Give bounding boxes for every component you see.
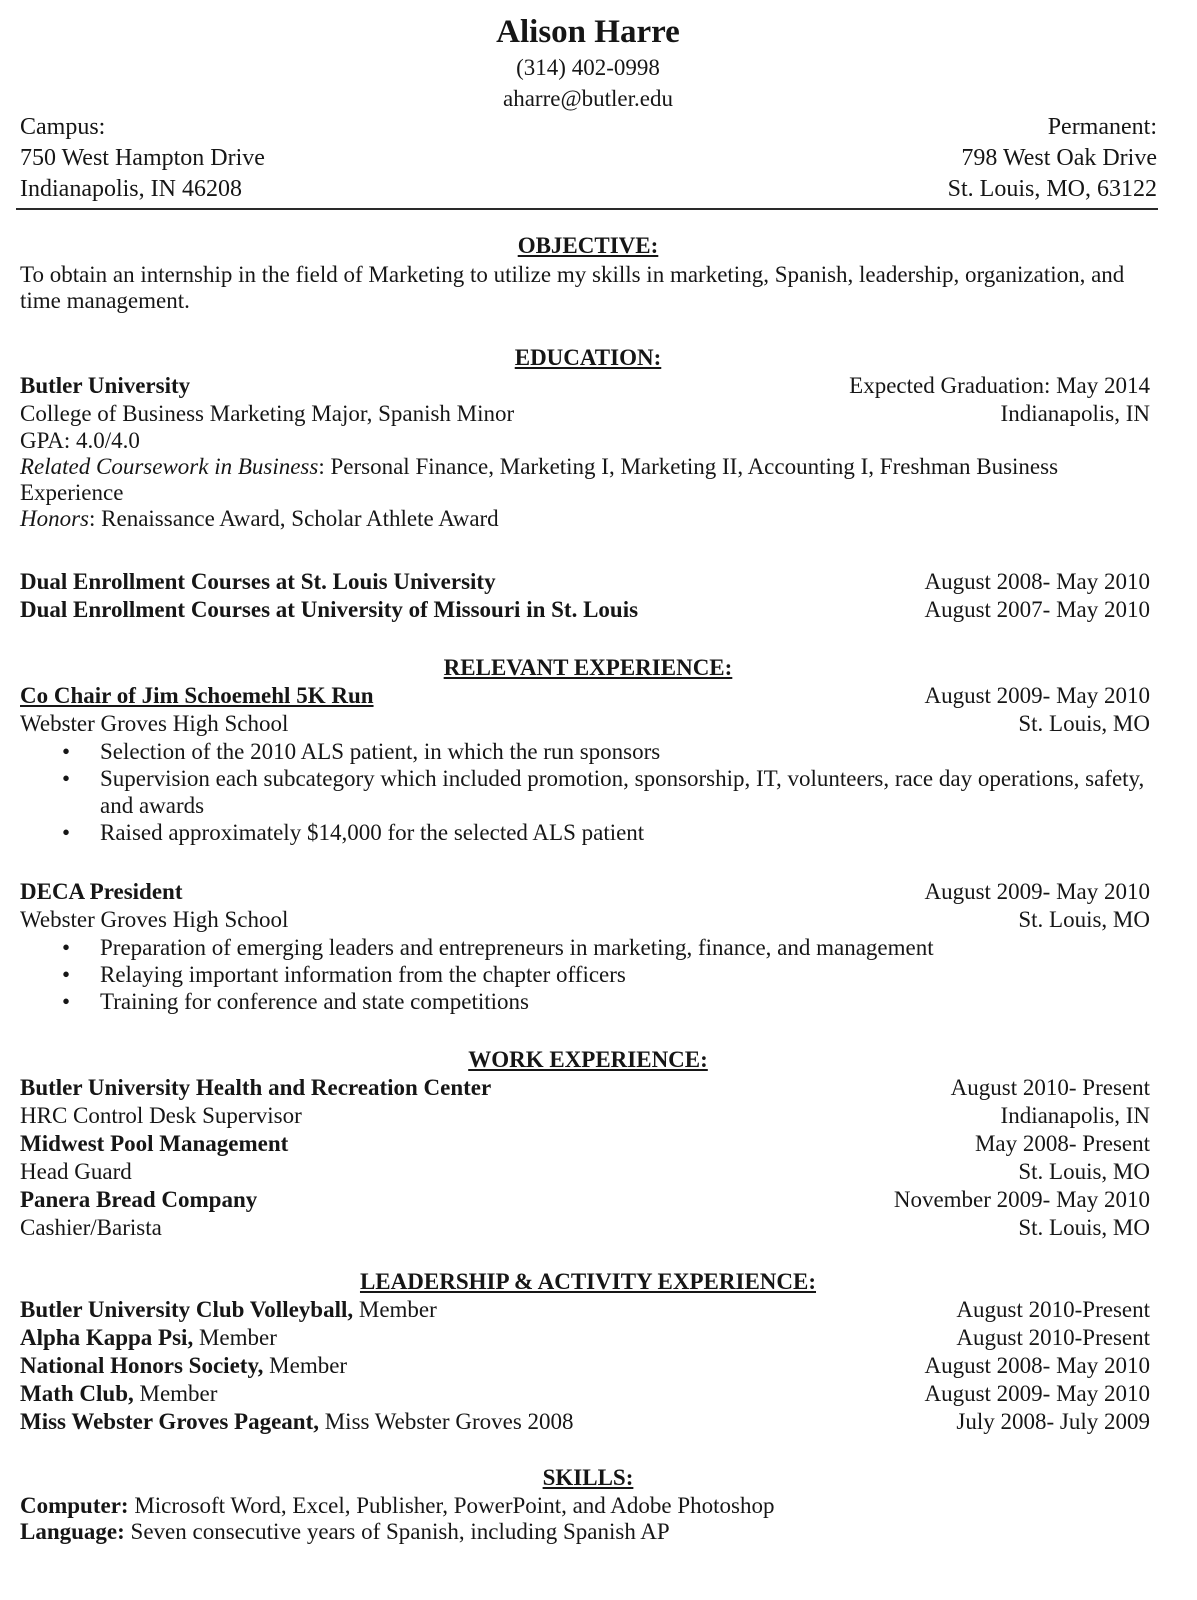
activity-dates: August 2009- May 2010 — [924, 1381, 1150, 1406]
employer-name: Midwest Pool Management — [20, 1131, 289, 1156]
phone-number: (314) 402-0998 — [516, 55, 660, 80]
leadership-heading: LEADERSHIP & ACTIVITY EXPERIENCE: — [359, 1269, 817, 1294]
dual-enrollment-title: Dual Enrollment Courses at St. Louis University — [20, 569, 496, 594]
honors-label: Honors — [20, 506, 90, 531]
skill-value: Microsoft Word, Excel, Publisher, PowerPoint, and Adobe Photoshop — [128, 1493, 775, 1518]
education-heading: EDUCATION: — [514, 345, 662, 370]
permanent-street: 798 West Oak Drive — [961, 145, 1157, 171]
activity-role: Member — [353, 1297, 437, 1322]
work-role: Head Guard — [20, 1159, 132, 1184]
coursework-label: Related Coursework in Business — [20, 454, 319, 479]
bullet-item: • Selection of the 2010 ALS patient, in which the run sponsors — [100, 738, 1150, 765]
skills-heading: SKILLS: — [542, 1465, 634, 1490]
job-organization: Webster Groves High School — [20, 711, 289, 736]
coursework-list: : Personal Finance, Marketing I, Marketing II, Accounting I, Freshman Business Experience — [20, 454, 1059, 505]
dual-enrollment-title: Dual Enrollment Courses at University of Missouri in St. Louis — [20, 597, 639, 622]
activity-dates: August 2008- May 2010 — [924, 1353, 1150, 1378]
work-role: Cashier/Barista — [20, 1215, 162, 1240]
activity-org: Alpha Kappa Psi, — [20, 1325, 194, 1350]
activity-role: Member — [263, 1353, 348, 1378]
permanent-label: Permanent: — [1047, 114, 1157, 140]
bullet-item: • Training for conference and state competitions — [100, 988, 1150, 1015]
activity-dates: July 2008- July 2009 — [956, 1409, 1150, 1434]
skill-language — [20, 1519, 1150, 1545]
activity-dates: August 2010-Present — [956, 1297, 1150, 1322]
work-dates: August 2010- Present — [950, 1075, 1150, 1100]
campus-label: Campus: — [20, 114, 106, 140]
education-section — [20, 372, 1150, 532]
objective-heading: OBJECTIVE: — [517, 233, 659, 258]
bullet-item: • Relaying important information from the chapter officers — [100, 961, 1150, 988]
job-dates: August 2009- May 2010 — [924, 879, 1150, 904]
email-address: aharre@butler.edu — [503, 86, 673, 111]
applicant-name: Alison Harre — [496, 14, 680, 50]
coursework — [20, 454, 1150, 506]
skill-label: Computer: — [20, 1493, 129, 1518]
skill-computer — [20, 1493, 1150, 1519]
bullet-item: • Raised approximately $14,000 for the selected ALS patient — [100, 819, 1150, 846]
job-dates: August 2009- May 2010 — [924, 683, 1150, 708]
dual-enrollment-dates: August 2007- May 2010 — [924, 597, 1150, 622]
activity-org: Miss Webster Groves Pageant, — [20, 1409, 319, 1434]
activity-org: Math Club, — [20, 1381, 134, 1406]
resume-header — [0, 12, 1176, 114]
graduation-date: Expected Graduation: May 2014 — [849, 373, 1150, 398]
school-major: College of Business Marketing Major, Spanish Minor — [20, 401, 515, 426]
bullet-item: • Supervision each subcategory which included promotion, sponsorship, IT, volunteers, race day operations, safety, and awards — [100, 765, 1150, 819]
relevant-job — [20, 682, 1150, 846]
activity-item — [20, 1324, 277, 1352]
work-dates: May 2008- Present — [974, 1131, 1150, 1156]
job-bullets — [20, 738, 1150, 846]
job-bullets — [20, 934, 1150, 1015]
permanent-address — [948, 112, 1157, 205]
activity-item — [20, 1296, 437, 1324]
skills-section — [20, 1493, 1150, 1545]
campus-address — [20, 112, 265, 205]
header-divider — [16, 208, 1158, 210]
honors-list: : Renaissance Award, Scholar Athlete Award — [89, 506, 499, 531]
work-location: St. Louis, MO — [1018, 1215, 1150, 1240]
campus-street: 750 West Hampton Drive — [20, 145, 265, 171]
school-name: Butler University — [20, 373, 191, 398]
leadership-section — [20, 1296, 1150, 1436]
work-location: Indianapolis, IN — [1000, 1103, 1150, 1128]
job-location: St. Louis, MO — [1018, 711, 1150, 736]
employer-name: Butler University Health and Recreation Center — [20, 1075, 492, 1100]
work-section — [20, 1074, 1150, 1242]
permanent-city: St. Louis, MO, 63122 — [947, 176, 1157, 202]
skill-label: Language: — [20, 1519, 125, 1544]
activity-item — [20, 1352, 347, 1380]
activity-org: National Honors Society, — [20, 1353, 264, 1378]
activity-item — [20, 1408, 574, 1436]
activity-item — [20, 1380, 217, 1408]
dual-enrollment-dates: August 2008- May 2010 — [924, 569, 1150, 594]
objective-text: To obtain an internship in the field of Marketing to utilize my skills in marketing, Spanish, leadership, organization, and time management. — [20, 262, 1125, 313]
school-location: Indianapolis, IN — [1000, 401, 1150, 426]
job-organization: Webster Groves High School — [20, 907, 289, 932]
job-title: Co Chair of Jim Schoemehl 5K Run — [20, 683, 374, 708]
gpa: GPA: 4.0/4.0 — [20, 428, 140, 453]
campus-city: Indianapolis, IN 46208 — [20, 176, 242, 202]
work-location: St. Louis, MO — [1018, 1159, 1150, 1184]
bullet-item: • Preparation of emerging leaders and entrepreneurs in marketing, finance, and management — [100, 934, 1150, 961]
job-location: St. Louis, MO — [1018, 907, 1150, 932]
honors — [20, 506, 1150, 532]
activity-role: Miss Webster Groves 2008 — [318, 1409, 574, 1434]
activity-org: Butler University Club Volleyball, — [20, 1297, 354, 1322]
work-dates: November 2009- May 2010 — [893, 1187, 1150, 1212]
employer-name: Panera Bread Company — [20, 1187, 258, 1212]
activity-role: Member — [133, 1381, 218, 1406]
work-experience-heading: WORK EXPERIENCE: — [468, 1047, 708, 1072]
activity-dates: August 2010-Present — [956, 1325, 1150, 1350]
dual-enrollment — [20, 568, 1150, 624]
job-title: DECA President — [20, 879, 183, 904]
relevant-experience-heading: RELEVANT EXPERIENCE: — [443, 655, 733, 680]
relevant-job — [20, 878, 1150, 1015]
work-role: HRC Control Desk Supervisor — [20, 1103, 302, 1128]
skill-value: Seven consecutive years of Spanish, including Spanish AP — [124, 1519, 670, 1544]
activity-role: Member — [193, 1325, 277, 1350]
